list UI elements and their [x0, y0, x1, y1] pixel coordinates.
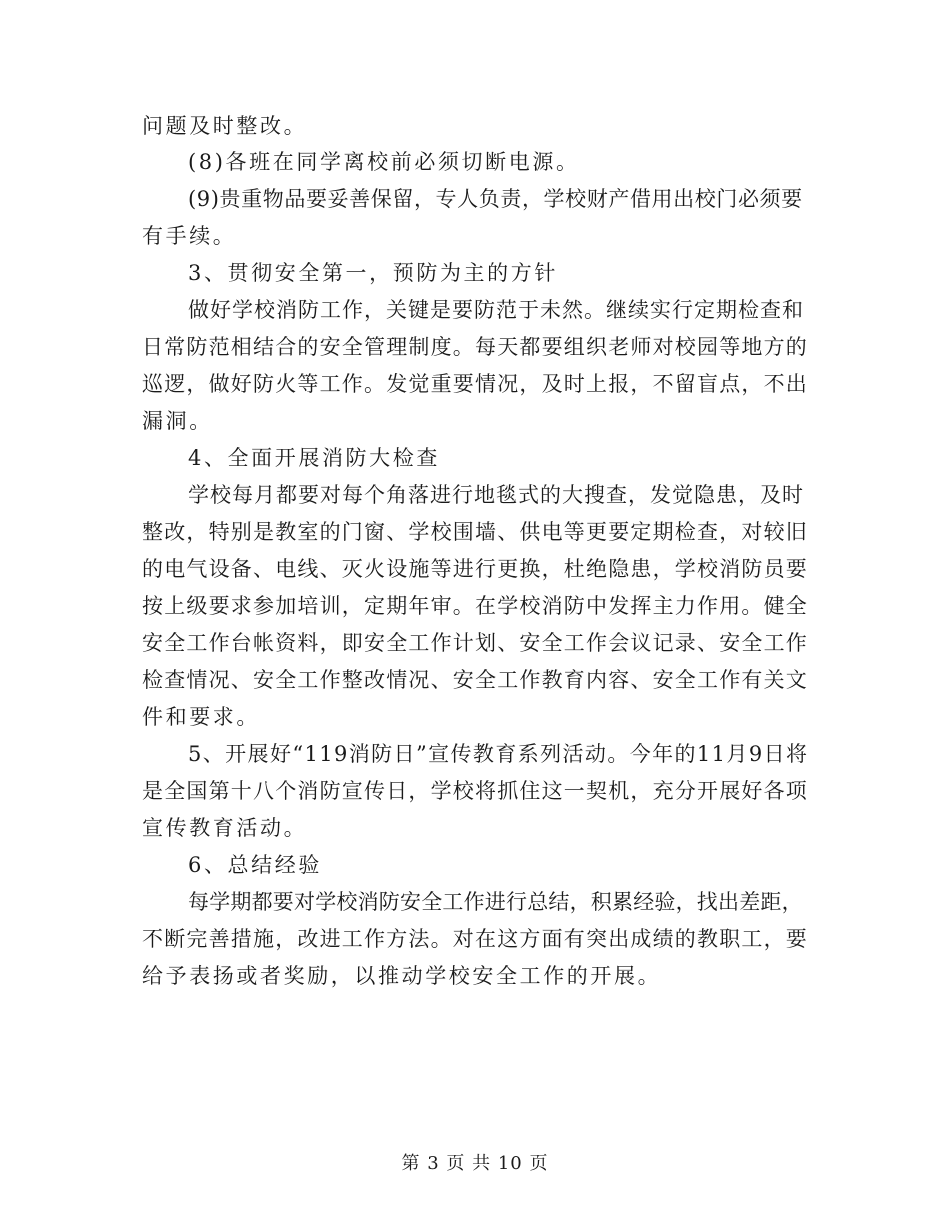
text-line: 5、开展好“119消防日”宣传教育系列活动。今年的11月9日将	[188, 742, 809, 766]
text-line: (9)贵重物品要妥善保留，专人负责，学校财产借用出校门必须要	[188, 187, 803, 211]
text-line: 件和要求。	[142, 705, 260, 729]
text-line: 6、总结经验	[188, 853, 322, 877]
text-line: 学校每月都要对每个角落进行地毯式的大搜查，发觉隐患，及时	[188, 483, 804, 507]
text-line: 宣传教育活动。	[142, 816, 308, 840]
text-line: 日常防范相结合的安全管理制度。每天都要组织老师对校园等地方的	[142, 335, 808, 359]
text-line: 每学期都要对学校消防安全工作进行总结，积累经验，找出差距，	[188, 890, 803, 914]
text-line: 巡逻，做好防火等工作。发觉重要情况，及时上报，不留盲点，不出	[142, 372, 808, 396]
text-line: 有手续。	[142, 224, 237, 248]
page-number-footer: 第 3 页 共 10 页	[401, 1153, 549, 1174]
text-line: 整改，特别是教室的门窗、学校围墙、供电等更要定期检查，对较旧	[142, 520, 808, 544]
text-line: 不断完善措施，改进工作方法。对在这方面有突出成绩的教职工，要	[142, 927, 808, 951]
text-line: 安全工作台帐资料，即安全工作计划、安全工作会议记录、安全工作	[142, 631, 808, 655]
text-line: 给予表扬或者奖励，以推动学校安全工作的开展。	[142, 964, 662, 988]
text-line: 检查情况、安全工作整改情况、安全工作教育内容、安全工作有关文	[142, 668, 808, 692]
text-line: 是全国第十八个消防宣传日，学校将抓住这一契机，充分开展好各项	[142, 779, 808, 803]
text-line: 的电气设备、电线、灭火设施等进行更换，杜绝隐患，学校消防员要	[142, 557, 808, 581]
text-line: 漏洞。	[142, 409, 213, 433]
text-line: 3、贯彻安全第一，预防为主的方针	[188, 261, 558, 285]
text-line: 做好学校消防工作，关键是要防范于未然。继续实行定期检查和	[188, 298, 804, 322]
text-line: 按上级要求参加培训，定期年审。在学校消防中发挥主力作用。健全	[142, 594, 808, 618]
text-line: 4、全面开展消防大检查	[188, 446, 440, 470]
text-line: (8)各班在同学离校前必须切断电源。	[188, 150, 580, 174]
text-line: 问题及时整改。	[142, 114, 308, 138]
